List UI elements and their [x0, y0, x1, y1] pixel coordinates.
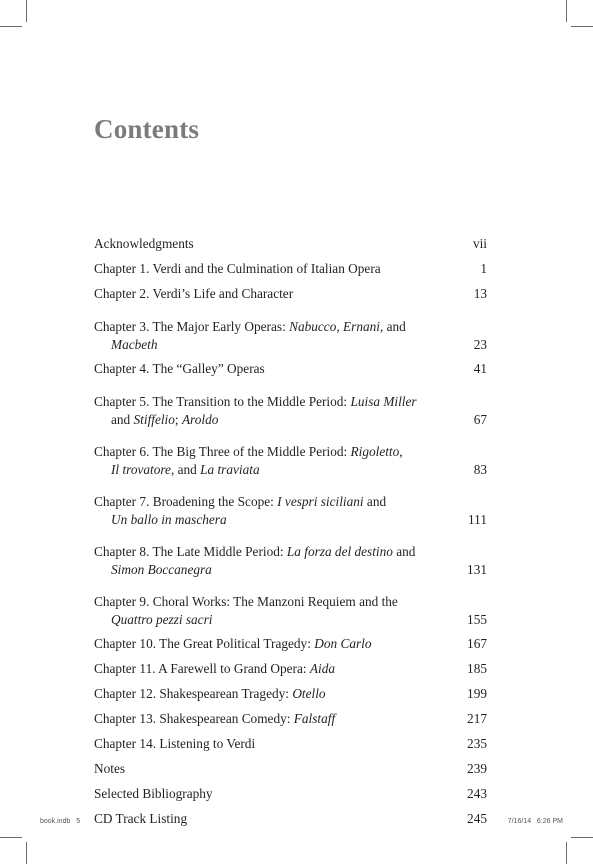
opera-title: La forza del destino — [286, 544, 393, 559]
toc-entry-title: CD Track Listing — [94, 811, 188, 826]
toc-entry-title-part: and — [111, 412, 134, 427]
toc-entry-page: 131 — [467, 562, 487, 577]
toc-entry-page: 41 — [473, 361, 487, 376]
toc-entry-title: Chapter 4. The “Galley” Operas — [94, 361, 265, 376]
toc-entry-title: Chapter 9. Choral Works: The Manzoni Requiem and the — [94, 594, 398, 609]
crop-mark — [26, 842, 27, 864]
toc-entry-page: 239 — [467, 761, 487, 776]
toc-entry-title: Chapter 7. Broadening the Scope: — [94, 494, 278, 509]
toc-entry — [94, 231, 487, 256]
toc-entry-page: 235 — [467, 736, 487, 751]
toc-entry-page: 83 — [473, 462, 487, 477]
crop-mark — [26, 0, 27, 22]
crop-mark — [566, 0, 567, 22]
toc-entry-title: Chapter 5. The Transition to the Middle Period: — [94, 394, 351, 409]
toc-entry-title: Chapter 14. Listening to Verdi — [94, 736, 256, 751]
opera-title: Stiffelio — [133, 412, 175, 427]
toc-entry-title-part: , and — [170, 462, 201, 477]
toc-entry-page: 217 — [467, 711, 487, 726]
opera-title: Ernani — [343, 319, 380, 334]
toc-entry-title: Chapter 13. Shakespearean Comedy: — [94, 711, 294, 726]
toc-entry — [94, 356, 487, 381]
crop-mark — [566, 842, 567, 864]
toc-entry-page: 167 — [467, 636, 487, 651]
toc-entry-title: Chapter 2. Verdi’s Life and Character — [94, 286, 294, 301]
toc-entry-title: Acknowledgments — [94, 236, 194, 251]
opera-title: Falstaff — [293, 711, 336, 726]
opera-title: Simon Boccanegra — [111, 562, 212, 577]
opera-title: Il trovatore — [111, 462, 171, 477]
toc-entry — [94, 281, 487, 306]
toc-entry-page: 23 — [473, 337, 487, 352]
opera-title: Rigoletto — [350, 444, 400, 459]
opera-title: Luisa Miller — [350, 394, 417, 409]
opera-title: Nabucco — [289, 319, 337, 334]
toc-entry — [94, 806, 487, 831]
toc-entry-title: Chapter 12. Shakespearean Tragedy: — [94, 686, 293, 701]
toc-entry-page: 243 — [467, 786, 487, 801]
toc-entry-title-part: , — [336, 319, 344, 334]
toc-entry-title-part: ; — [174, 412, 182, 427]
opera-title: Otello — [292, 686, 326, 701]
toc-entry-title: Notes — [94, 761, 126, 776]
opera-title: Un ballo in maschera — [111, 512, 227, 527]
footer-timestamp: 7/16/14 6:26 PM — [507, 818, 563, 825]
toc-entry-title: Chapter 3. The Major Early Operas: — [94, 319, 290, 334]
toc-entry-page: 155 — [467, 612, 487, 627]
opera-title: Aida — [309, 661, 336, 676]
toc-entry-title: Chapter 11. A Farewell to Grand Opera: — [94, 661, 310, 676]
opera-title: Macbeth — [111, 337, 158, 352]
toc-entry-page: 13 — [473, 286, 487, 301]
toc-entry — [94, 437, 487, 479]
toc-entry — [94, 312, 487, 354]
crop-mark — [571, 26, 593, 27]
opera-title: La traviata — [200, 462, 260, 477]
toc-entry-page: 67 — [473, 412, 487, 427]
toc-entry — [94, 706, 487, 731]
opera-title: Aroldo — [181, 412, 219, 427]
toc-entry-title-part: and — [363, 494, 387, 509]
toc-entry — [94, 756, 487, 781]
toc-entry — [94, 731, 487, 756]
toc-entry — [94, 487, 487, 529]
toc-entry — [94, 656, 487, 681]
toc-entry-title: Chapter 6. The Big Three of the Middle Period: — [94, 444, 351, 459]
crop-mark — [0, 837, 22, 838]
crop-mark — [571, 837, 593, 838]
toc-entry — [94, 387, 487, 429]
toc-entry — [94, 256, 487, 281]
toc-entry-title-part: , — [399, 444, 403, 459]
toc-entry — [94, 587, 487, 629]
opera-title: Don Carlo — [314, 636, 372, 651]
toc-entry-page: 245 — [467, 811, 487, 826]
toc-entry — [94, 631, 487, 656]
toc-entry-page: vii — [472, 236, 487, 251]
opera-title: I vespri siciliani — [277, 494, 364, 509]
toc-entry — [94, 781, 487, 806]
toc-entry-page: 111 — [468, 512, 487, 527]
footer-file-info: book.indb 5 — [40, 818, 81, 825]
opera-title: Quattro pezzi sacri — [111, 612, 213, 627]
toc-entry-title: Chapter 10. The Great Political Tragedy: — [94, 636, 315, 651]
toc-entry-title-part: , and — [379, 319, 406, 334]
table-of-contents — [94, 231, 487, 831]
toc-entry — [94, 681, 487, 706]
crop-mark — [0, 26, 22, 27]
toc-entry-title-part: and — [392, 544, 416, 559]
toc-entry-page: 185 — [467, 661, 487, 676]
toc-entry-page: 1 — [480, 261, 487, 276]
toc-entry-title: Selected Bibliography — [94, 786, 213, 801]
toc-entry-title: Chapter 1. Verdi and the Culmination of Italian Opera — [94, 261, 381, 276]
toc-entry — [94, 537, 487, 579]
toc-entry-title: Chapter 8. The Late Middle Period: — [94, 544, 287, 559]
page-title: Contents — [94, 114, 200, 144]
toc-entry-page: 199 — [467, 686, 487, 701]
